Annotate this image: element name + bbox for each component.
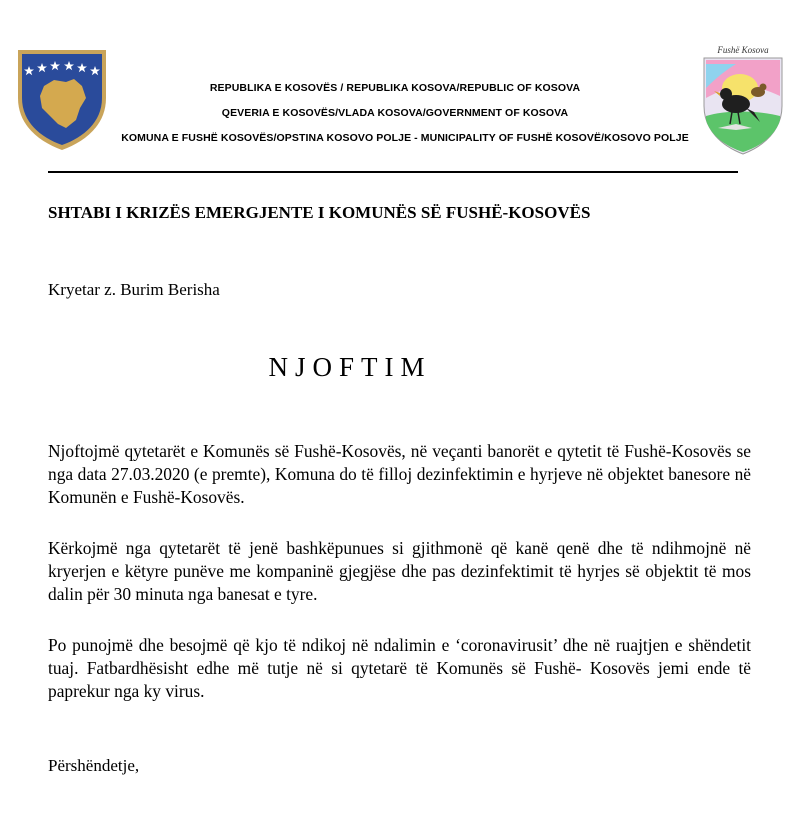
- paragraph-3: Po punojmë dhe besojmë që kjo të ndikoj në ndalimin e ‘coronavirusit’ dhe në ruajtjen e shëndetit tuaj. Fatbardhësisht edhe më tutje në si qytetarë të Komunës së Fushë- Kosovës jemi ende të paprekur nga ky virus.: [48, 635, 751, 701]
- document-title: SHTABI I KRIZËS EMERGJENTE I KOMUNËS SË FUSHË-KOSOVËS: [48, 203, 591, 222]
- closing-greeting: Përshëndetje,: [48, 756, 140, 775]
- header-divider: [48, 171, 738, 173]
- paragraph-1: Njoftojmë qytetarët e Komunës së Fushë-Kosovës, në veçanti banorët e qytetit të Fushë-Kosovës se nga data 27.03.2020 (e premte), Komuna do të filloj dezinfektimin e hyrjeve në objektet banesore në Komunën e Fushë-Kosovës.: [48, 441, 751, 507]
- paragraph-2: Kërkojmë nga qytetarët të jenë bashkëpunues si gjithmonë që kanë qenë dhe të ndihmojnë në kryerjen e këtyre punëve me kompaninë gjegjëse dhe pas dezinfektimit të hyrjes së objektit të mos dalin për 30 minuta nga banesat e tyre.: [48, 538, 751, 604]
- emblem-label: Fushë Kosova: [717, 45, 769, 55]
- notice-heading: NJOFTIM: [268, 352, 432, 382]
- header-government: QEVERIA E KOSOVËS/VLADA KOSOVA/GOVERNMENT OF KOSOVA: [221, 107, 569, 119]
- fushe-kosova-emblem: [696, 44, 790, 156]
- chairman-line: Kryetar z. Burim Berisha: [48, 280, 220, 299]
- header-republic: REPUBLIKA E KOSOVËS / REPUBLIKA KOSOVA/REPUBLIC OF KOSOVA: [209, 82, 581, 94]
- header-municipality: KOMUNA E FUSHË KOSOVËS/OPSTINA KOSOVO POLJE - MUNICIPALITY OF FUSHË KOSOVË/KOSOVO POLJE: [121, 132, 689, 144]
